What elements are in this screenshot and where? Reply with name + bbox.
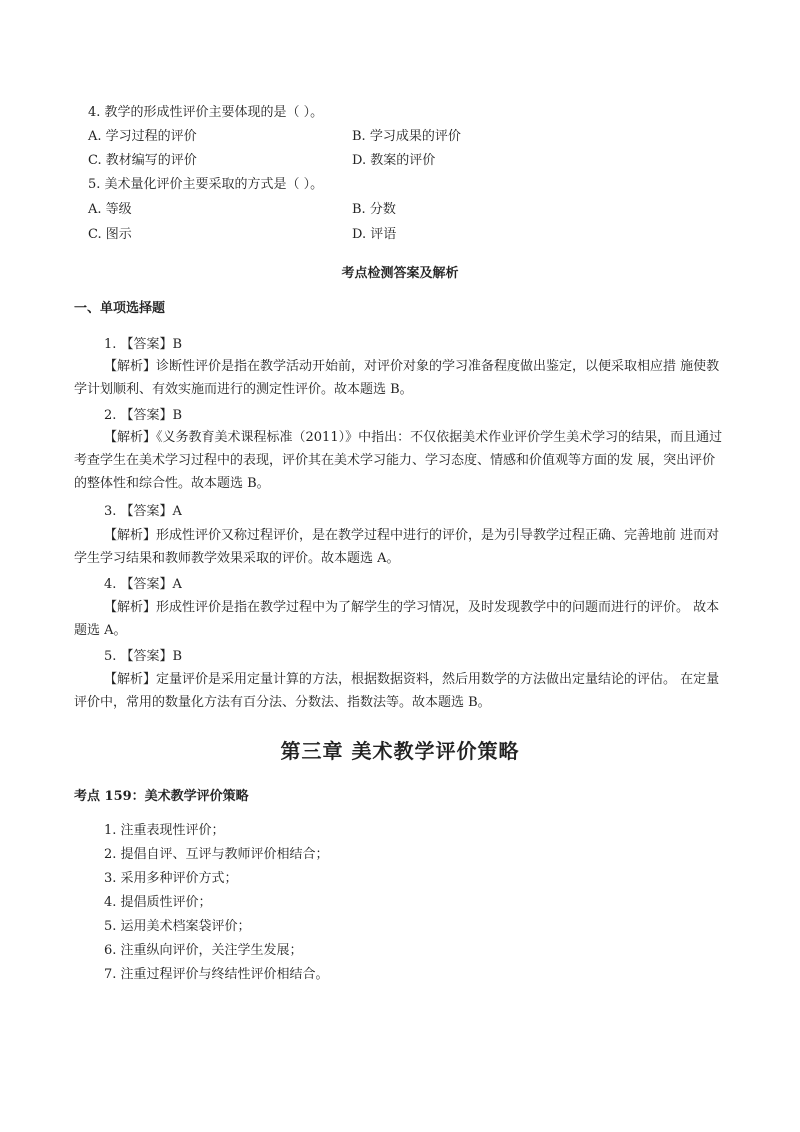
analysis-3: 【解析】形成性评价又称过程评价，是在教学过程中进行的评价，是为引导教学过程正确、完善地前 进而对学生学习结果和教师教学效果采取的评价。故本题选 A。 bbox=[74, 528, 720, 566]
strategy-7: 7. 注重过程评价与终结性评价相结合。 bbox=[104, 967, 329, 982]
analysis-5: 【解析】定量评价是采用定量计算的方法，根据数据资料，然后用数学的方法做出定量结论的评估。 在定量评价中，常用的数量化方法有百分法、分数法、指数法等。故本题选 B。 bbox=[74, 672, 720, 710]
answers-section-title: 考点检测答案及解析 bbox=[341, 266, 459, 281]
strategy-5: 5. 运用美术档案袋评价； bbox=[104, 919, 251, 934]
question-5-option-c: C. 图示 bbox=[88, 227, 132, 242]
question-5-option-a: A. 等级 bbox=[88, 202, 132, 217]
strategy-4: 4. 提倡质性评价； bbox=[104, 895, 212, 910]
question-5-option-b: B. 分数 bbox=[352, 202, 396, 217]
answers-subheading: 一、单项选择题 bbox=[74, 301, 166, 316]
strategy-6: 6. 注重纵向评价，关注学生发展； bbox=[104, 943, 303, 958]
question-5-stem: 5. 美术量化评价主要采取的方式是（ ）。 bbox=[88, 177, 324, 192]
strategy-2: 2. 提倡自评、互评与教师评价相结合； bbox=[104, 847, 329, 862]
question-4-option-d: D. 教案的评价 bbox=[352, 153, 436, 168]
question-4-option-b: B. 学习成果的评价 bbox=[352, 129, 461, 144]
answer-2: 2. 【答案】B bbox=[104, 408, 183, 423]
question-4-stem: 4. 教学的形成性评价主要体现的是（ ）。 bbox=[88, 105, 324, 120]
question-5-option-d: D. 评语 bbox=[352, 227, 397, 242]
question-4-option-c: C. 教材编写的评价 bbox=[88, 153, 197, 168]
analysis-1: 【解析】诊断性评价是指在教学活动开始前，对评价对象的学习准备程度做出鉴定，以便采取相应措 施使教学计划顺利、有效实施而进行的测定性评价。故本题选 B。 bbox=[74, 359, 720, 397]
question-4-option-a: A. 学习过程的评价 bbox=[88, 129, 197, 144]
strategy-1: 1. 注重表现性评价； bbox=[104, 823, 225, 838]
chapter-title: 第三章 美术教学评价策略 bbox=[280, 739, 520, 763]
answer-5: 5. 【答案】B bbox=[104, 649, 183, 664]
analysis-4: 【解析】形成性评价是指在教学过程中为了解学生的学习情况，及时发现教学中的问题而进行的评价。 故本题选 A。 bbox=[74, 600, 720, 638]
strategy-3: 3. 采用多种评价方式； bbox=[104, 871, 238, 886]
analysis-2: 【解析】《义务教育美术课程标准（2011）》中指出：不仅依据美术作业评价学生美术学习的结果，而且通过考查学生在美术学习过程中的表现，评价其在美术学习能力、学习态度、情感和价值观等方面的发 展，突出评价的整体性和综合性。故本题选 B。 bbox=[74, 430, 723, 491]
answer-3: 3. 【答案】A bbox=[104, 504, 182, 519]
answer-1: 1. 【答案】B bbox=[104, 337, 183, 352]
point-title: 考点 159：美术教学评价策略 bbox=[74, 789, 249, 804]
answer-4: 4. 【答案】A bbox=[104, 577, 182, 592]
